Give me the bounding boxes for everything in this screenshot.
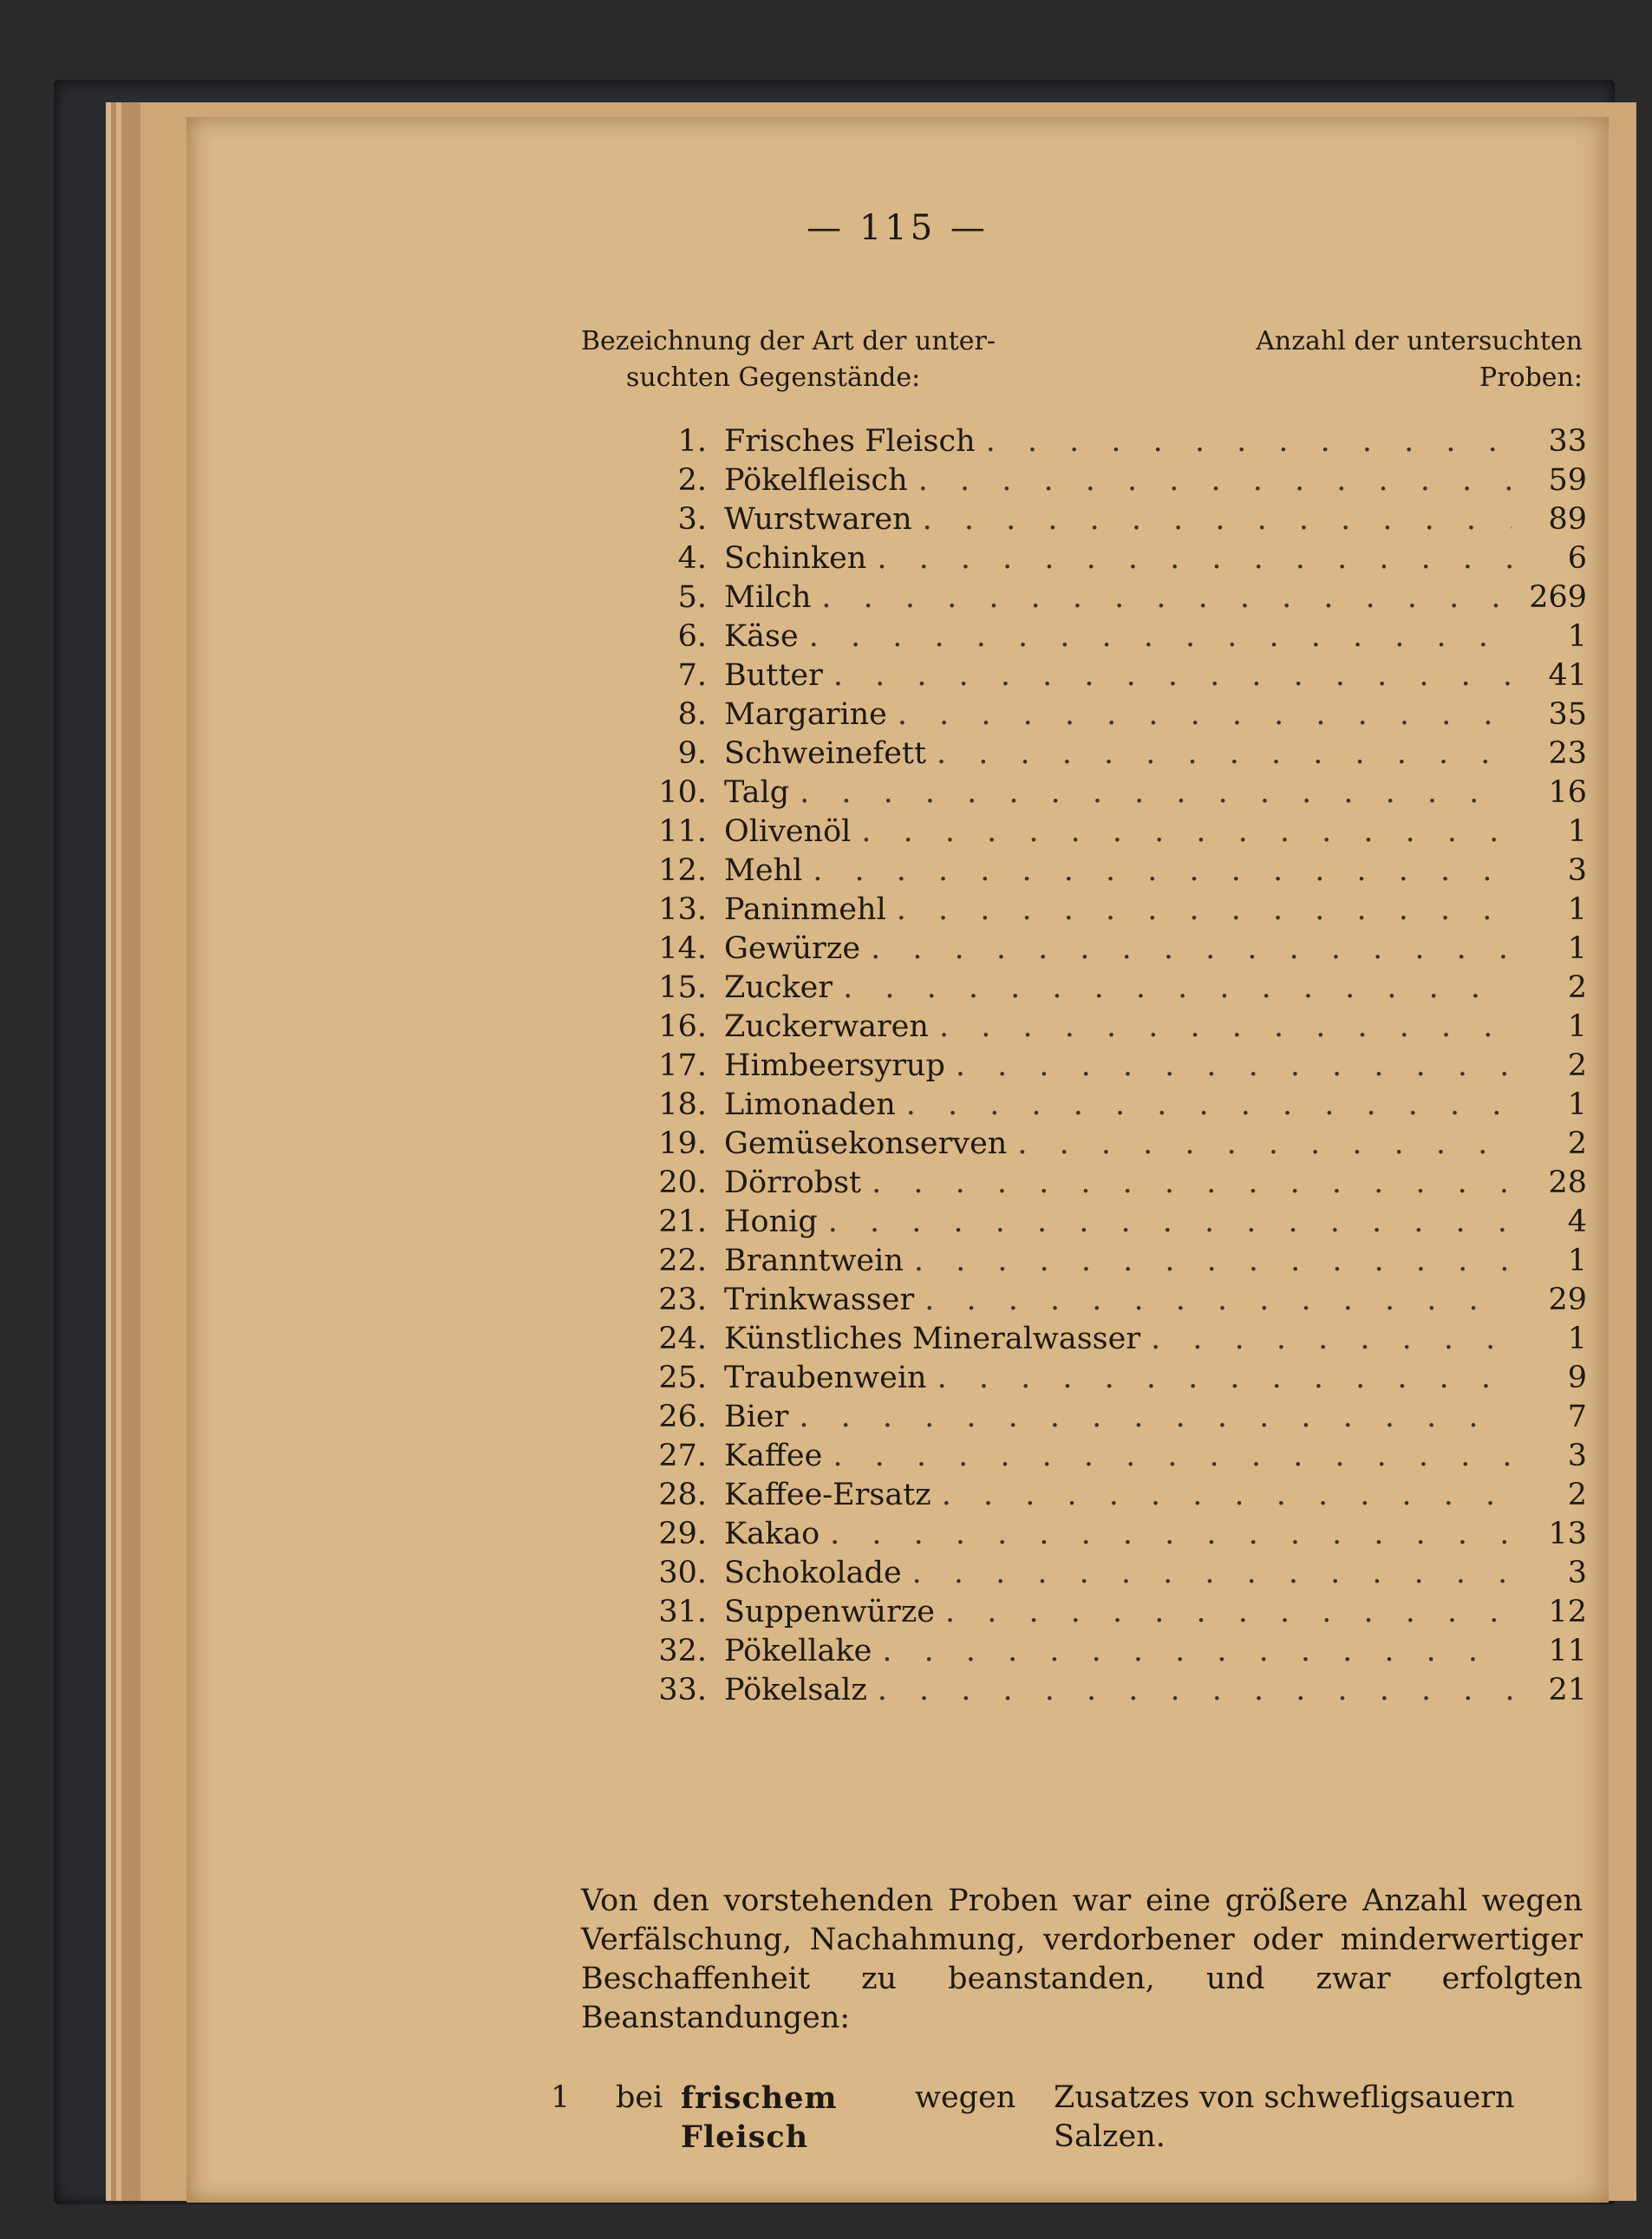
row-number: 5. [677,580,707,615]
row-number: 23. [658,1283,707,1317]
row-number: 3. [677,502,707,537]
table-row [620,1554,1587,1593]
row-sample-count: 13 [1548,1517,1587,1551]
row-number: 4. [677,541,707,576]
row-number: 31. [658,1595,707,1629]
column-header-items-line2: suchten Gegenstände: [626,362,921,393]
leader-dots [912,1554,1512,1593]
row-number: 30. [658,1556,707,1590]
leader-dots [986,422,1512,461]
row-item-name: Zucker [724,970,833,1005]
row-item-name: Paninmehl [724,892,886,927]
leader-dots [914,1242,1512,1281]
leader-dots [939,1008,1512,1047]
leader-dots [924,1281,1512,1320]
table-row [620,930,1587,969]
row-sample-count: 1 [1567,892,1587,927]
row-sample-count: 9 [1567,1361,1587,1395]
page-number: — 115 — [806,208,989,248]
row-item-name: Himbeersyrup [724,1048,945,1083]
row-sample-count: 2 [1567,970,1587,1005]
entry-number: 1 [551,2080,571,2115]
leader-dots [843,969,1512,1008]
row-number: 9. [677,736,707,771]
leader-dots [878,1671,1512,1710]
row-sample-count: 1 [1567,931,1587,966]
row-item-name: Künstliches Mineralwasser [724,1322,1141,1356]
table-row [620,891,1587,930]
row-item-name: Margarine [724,697,887,732]
leader-dots [897,891,1512,930]
table-row [620,1398,1587,1437]
table-row [620,422,1587,461]
row-number: 22. [658,1244,707,1278]
row-sample-count: 1 [1567,1244,1587,1278]
row-sample-count: 59 [1548,463,1587,498]
row-number: 19. [658,1126,707,1161]
table-row [620,656,1587,695]
row-sample-count: 1 [1567,1087,1587,1122]
row-sample-count: 33 [1548,424,1587,459]
table-row [620,1437,1587,1476]
row-number: 27. [658,1439,707,1473]
row-number: 8. [677,697,707,732]
row-sample-count: 7 [1567,1400,1587,1434]
table-row [620,461,1587,500]
book-page [186,117,1609,2203]
row-item-name: Limonaden [724,1087,896,1122]
row-sample-count: 11 [1548,1634,1587,1668]
column-header-samples-line2: Proben: [1479,362,1583,393]
table-row [620,1008,1587,1047]
leader-dots [945,1593,1512,1632]
leader-dots [1017,1125,1512,1164]
leader-dots [923,500,1512,539]
table-row [620,539,1587,578]
table-row [620,852,1587,891]
row-sample-count: 1 [1567,1009,1587,1044]
leader-dots [800,774,1512,813]
row-number: 6. [677,619,707,654]
row-item-name: Dörrobst [724,1165,862,1200]
row-number: 7. [677,658,707,693]
table-row [620,1359,1587,1398]
leader-dots [942,1476,1512,1515]
row-number: 13. [658,892,707,927]
table-row [620,1593,1587,1632]
leader-dots [833,656,1512,695]
row-number: 29. [658,1517,707,1551]
table-row [620,1047,1587,1086]
leader-dots [872,1164,1512,1203]
row-sample-count: 6 [1567,541,1587,576]
row-item-name: Talg [724,775,790,810]
column-header-items [581,323,1032,396]
row-sample-count: 89 [1548,502,1587,537]
row-item-name: Branntwein [724,1244,904,1278]
leader-dots [833,1437,1512,1476]
row-sample-count: 16 [1548,775,1587,810]
entry-reason: wegen [915,2080,1016,2115]
row-sample-count: 269 [1529,580,1587,615]
table-row [620,1281,1587,1320]
row-item-name: Pökelsalz [724,1673,867,1707]
row-number: 14. [658,931,707,966]
row-sample-count: 1 [1567,1322,1587,1356]
table-row [620,1320,1587,1359]
row-number: 18. [658,1087,707,1122]
leader-dots [898,695,1512,734]
column-header-items-line1: Bezeichnung der Art der unter- [581,326,996,356]
table-row [620,500,1587,539]
row-number: 17. [658,1048,707,1083]
row-number: 2. [677,463,707,498]
row-item-name: Kaffee-Ersatz [724,1478,931,1512]
row-sample-count: 23 [1548,736,1587,771]
row-item-name: Milch [724,580,812,615]
leader-dots [830,1515,1512,1554]
leader-dots [906,1086,1512,1125]
row-sample-count: 35 [1548,697,1587,732]
table-row [620,813,1587,852]
row-number: 12. [658,853,707,888]
row-item-name: Butter [724,658,823,693]
column-header-samples-line1: Anzahl der untersuchten [1256,326,1583,356]
leader-dots [821,578,1512,617]
column-header-samples [1179,323,1583,396]
row-sample-count: 12 [1548,1595,1587,1629]
row-item-name: Bier [724,1400,789,1434]
row-number: 15. [658,970,707,1005]
entry-item: frischem Fleisch [681,2080,838,2155]
table-row [620,734,1587,774]
entry-prefix: bei [616,2080,663,2115]
row-item-name: Olivenöl [724,814,852,849]
row-number: 25. [658,1361,707,1395]
row-number: 33. [658,1673,707,1707]
row-number: 11. [658,814,707,849]
row-item-name: Traubenwein [724,1361,927,1395]
row-item-name: Schokolade [724,1556,902,1590]
row-item-name: Frisches Fleisch [724,424,976,459]
row-number: 32. [658,1634,707,1668]
row-number: 21. [658,1204,707,1239]
leader-dots [937,1359,1512,1398]
body-paragraph: Von den vorstehenden Proben war eine größere Anzahl wegen Verfälschung, Nachahmung, verdorbener oder minderwertiger Beschaffenheit zu beanstanden, und zwar erfolgten Beanstandungen: [581,1883,1583,2035]
row-item-name: Kakao [724,1517,820,1551]
row-number: 20. [658,1165,707,1200]
leader-dots [937,734,1512,774]
row-sample-count: 2 [1567,1048,1587,1083]
table-row [620,1671,1587,1710]
row-item-name: Zuckerwaren [724,1009,929,1044]
row-sample-count: 4 [1567,1204,1587,1239]
row-item-name: Pökelfleisch [724,463,908,498]
row-item-name: Honig [724,1204,818,1239]
table-row [620,1203,1587,1242]
row-item-name: Gemüsekonserven [724,1126,1008,1161]
table-row [620,1476,1587,1515]
row-sample-count: 1 [1567,814,1587,849]
row-item-name: Kaffee [724,1439,823,1473]
row-item-name: Käse [724,619,799,654]
leader-dots [918,461,1512,500]
table-row [620,1086,1587,1125]
row-sample-count: 41 [1548,658,1587,693]
table-row [620,617,1587,656]
table-row [620,578,1587,617]
row-item-name: Wurstwaren [724,502,912,537]
table-row [620,1164,1587,1203]
leader-dots [882,1632,1512,1671]
row-item-name: Schinken [724,541,867,576]
row-sample-count: 29 [1548,1283,1587,1317]
table-row [620,1242,1587,1281]
table-row [620,969,1587,1008]
leader-dots [956,1047,1512,1086]
table-row [620,1515,1587,1554]
leader-dots [1151,1320,1512,1359]
row-sample-count: 21 [1548,1673,1587,1707]
row-sample-count: 2 [1567,1126,1587,1161]
table-row [620,1125,1587,1164]
entry-detail: Zusatzes von schwefligsauern Salzen. [1054,2080,1515,2154]
objection-entry [551,2079,1583,2157]
leader-dots [871,930,1512,969]
row-item-name: Gewürze [724,931,861,966]
row-number: 24. [658,1322,707,1356]
leader-dots [799,1398,1512,1437]
samples-table [620,422,1587,1710]
table-row [620,1632,1587,1671]
row-number: 16. [658,1009,707,1044]
row-sample-count: 3 [1567,1556,1587,1590]
row-sample-count: 28 [1548,1165,1587,1200]
row-item-name: Mehl [724,853,803,888]
row-sample-count: 1 [1567,619,1587,654]
leader-dots [877,539,1512,578]
row-sample-count: 2 [1567,1478,1587,1512]
row-number: 26. [658,1400,707,1434]
row-item-name: Trinkwasser [724,1283,915,1317]
row-number: 1. [677,424,707,459]
leader-dots [861,813,1512,852]
table-row [620,774,1587,813]
row-item-name: Suppenwürze [724,1595,935,1629]
leader-dots [828,1203,1512,1242]
row-number: 10. [658,775,707,810]
table-row [620,695,1587,734]
row-sample-count: 3 [1567,1439,1587,1473]
row-item-name: Pökellake [724,1634,872,1668]
row-item-name: Schweinefett [724,736,927,771]
row-sample-count: 3 [1567,853,1587,888]
leader-dots [813,852,1512,891]
row-number: 28. [658,1478,707,1512]
leader-dots [809,617,1512,656]
